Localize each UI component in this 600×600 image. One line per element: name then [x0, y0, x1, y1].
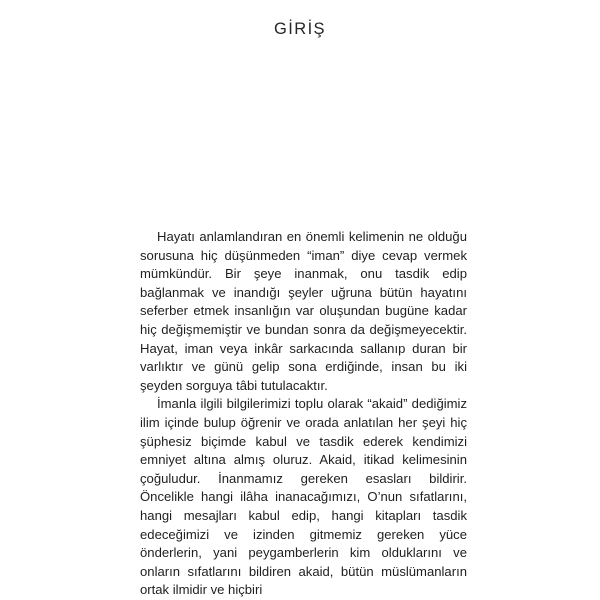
- page-title: GİRİŞ: [274, 20, 326, 39]
- body-text-column: [140, 228, 467, 600]
- body-paragraph-2: [140, 395, 467, 600]
- paragraph-1-text: Hayatı anlamlandıran en önemli kelimenin ne olduğu sorusuna hiç düşünmeden “iman” diye cevap vermek mümkündür. Bir şeye inanmak, onu tasdik edip bağlanmak ve inandığı şeyler uğruna bütün hayatını seferber etmek insanlığın var oluşundan bugüne kadar hiç değişmemiştir ve bundan sonra da değişmeyecektir. Hayat, iman veya inkâr sarkacında sallanıp duran bir varlıktır ve günü gelip sona erdiğinde, insan bu iki şeyden sorguya tâbi tutulacaktır.: [140, 229, 467, 393]
- paragraph-2-text: İmanla ilgili bilgilerimizi toplu olarak “akaid” dediğimiz ilim içinde bulup öğrenir ve orada anlatılan her şeyi hiç şüphesiz biçimde kabul ve tasdik ederek kendimizi emniyet altına almış oluruz. Akaid, itikad kelimesinin çoğuludur. İnanmamız gereken esasları bildirir. Öncelikle hangi ilâha inanacağımızı, O’nun sıfatlarını, hangi mesajları kabul edip, hangi kitapları tasdik edeceğimizi ve izinden gitmemiz gereken yüce önderlerin, yani peygamberlerin kim olduklarını ve onların sıfatlarını bildiren akaid, bütün müslümanların ortak ilmidir ve hiçbiri: [140, 396, 467, 598]
- body-paragraph-1: [140, 228, 467, 395]
